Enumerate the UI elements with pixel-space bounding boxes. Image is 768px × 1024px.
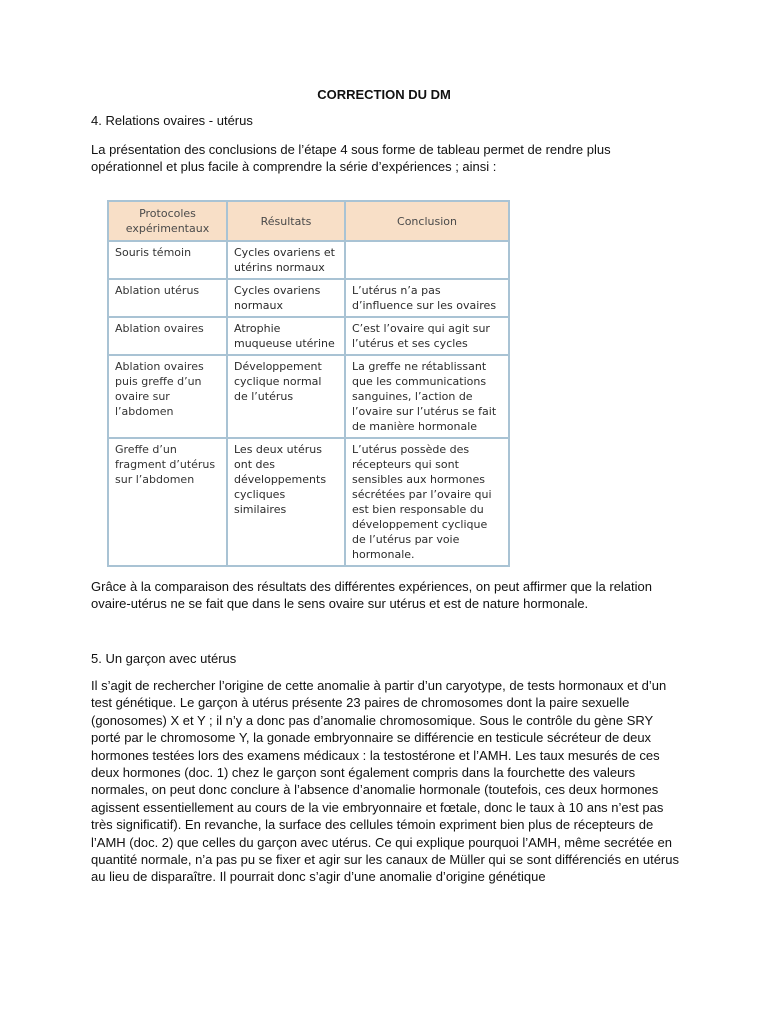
table-row (108, 355, 509, 438)
header-protocoles: Protocoles expérimentaux (108, 201, 227, 241)
table-cell: Développement cyclique normal de l’utérus (227, 355, 345, 438)
table-cell: Ablation ovaires (108, 317, 227, 355)
table-cell: Ablation utérus (108, 279, 227, 317)
table-cell: Greffe d’un fragment d’utérus sur l’abdomen (108, 438, 227, 566)
header-conclusion: Conclusion (345, 201, 509, 241)
table-header-row (108, 201, 509, 241)
document-title: CORRECTION DU DM (317, 87, 451, 102)
section-4-heading: 4. Relations ovaires - utérus (91, 113, 253, 128)
table-row (108, 279, 509, 317)
table-cell: Cycles ovariens normaux (227, 279, 345, 317)
table-row (108, 317, 509, 355)
table-cell: La greffe ne rétablissant que les communications sanguines, l’action de l’ovaire sur l’utérus se fait de manière hormonale (345, 355, 509, 438)
table-cell: Souris témoin (108, 241, 227, 279)
section-4-intro: La présentation des conclusions de l’étape 4 sous forme de tableau permet de rendre plus opérationnel et plus facile à comprendre la série d’expériences ; ainsi : (91, 142, 611, 175)
section-4-conclusion: Grâce à la comparaison des résultats des différentes expériences, on peut affirmer que la relation ovaire-utérus ne se fait que dans le sens ovaire sur utérus et est de nature hormonale. (91, 579, 652, 612)
table-row (108, 241, 509, 279)
table-cell: Atrophie muqueuse utérine (227, 317, 345, 355)
table-row (108, 438, 509, 566)
table-cell: C’est l’ovaire qui agit sur l’utérus et ses cycles (345, 317, 509, 355)
table-cell: Les deux utérus ont des développements cycliques similaires (227, 438, 345, 566)
table-cell: L’utérus n’a pas d’influence sur les ovaires (345, 279, 509, 317)
section-5-body: Il s’agit de rechercher l’origine de cette anomalie à partir d’un caryotype, de tests hormonaux et d’un test génétique. Le garçon à utérus présente 23 paires de chromosomes dont la paire sexuelle (gonosomes) X et Y ; il n’y a donc pas d’anomalie chromosomique. Sous le contrôle du gène SRY porté par le chromosome Y, la gonade embryonnaire se différencie en testicule sécréteur de deux hormones testées lors des examens médicaux : la testostérone et l’AMH. Les taux mesurés de ces deux hormones (doc. 1) chez le garçon sont également compris dans la fourchette des valeurs normales, on peut donc conclure à l’absence d’anomalie hormonale (toutefois, ces deux hormones agissent essentiellement au cours de la vie embryonnaire et fœtale, donc le taux à 10 ans n’est pas très significatif). En revanche, la surface des cellules témoin expriment bien plus de récepteurs de l’AMH (doc. 2) que celles du garçon avec utérus. Ce qui explique pourquoi l’AMH, même secrétée en quantité normale, n’a pas pu se fixer et agir sur les canaux de Müller qui se sont différenciés en utérus au lieu de disparaître. Il pourrait donc s’agir d’une anomalie d’origine génétique (91, 678, 679, 885)
header-resultats: Résultats (227, 201, 345, 241)
experiments-table-image (107, 200, 508, 561)
table-cell: Ablation ovaires puis greffe d’un ovaire sur l’abdomen (108, 355, 227, 438)
section-5-heading: 5. Un garçon avec utérus (91, 651, 237, 666)
table-cell (345, 241, 509, 279)
table-cell: L’utérus possède des récepteurs qui sont sensibles aux hormones sécrétées par l’ovaire qui est bien responsable du développement cyclique de l’utérus par voie hormonale. (345, 438, 509, 566)
experiments-table (107, 200, 510, 567)
table-cell: Cycles ovariens et utérins normaux (227, 241, 345, 279)
